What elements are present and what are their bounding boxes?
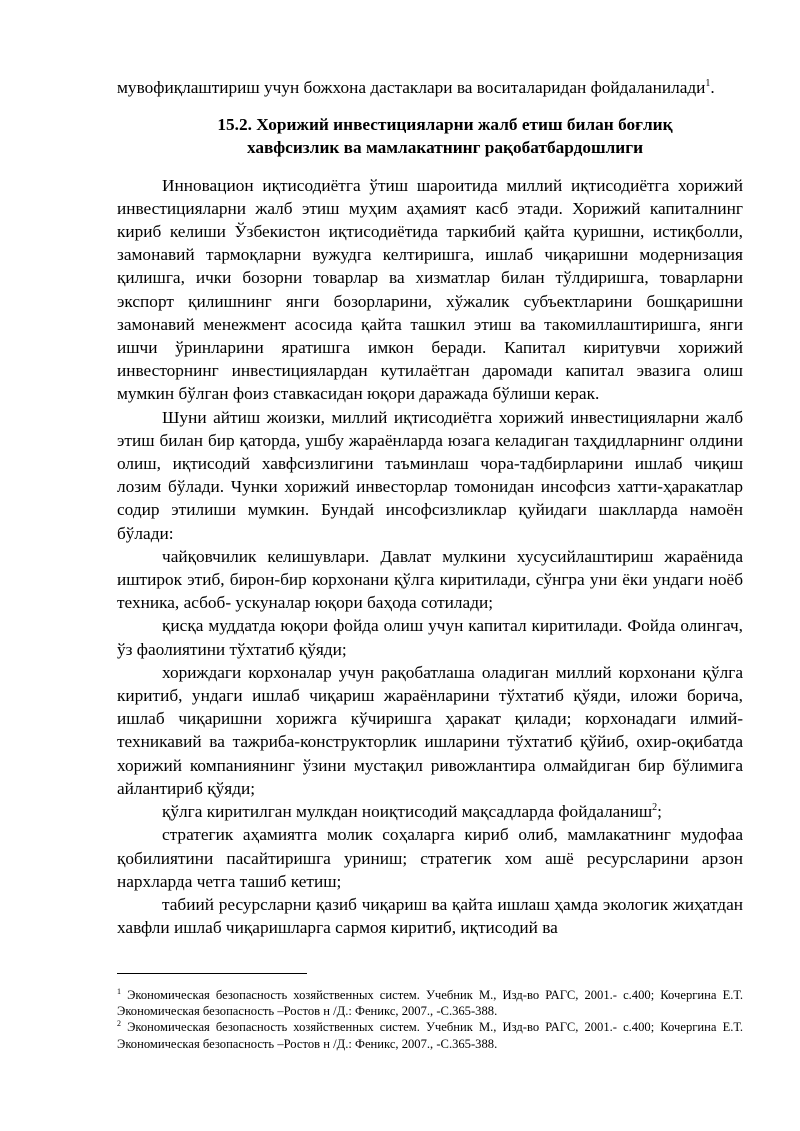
section-heading xyxy=(117,113,743,159)
list-item-speculation: чайқовчилик келишувлари. Давлат мулкини хусусийлаштириш жараёнида иштирок этиб, бирон-бир корхонани қўлга киритилади, сўнгра уни ёки ундаги ноёб техника, асбоб- ускуналар юқори баҳода сотилади; xyxy=(117,546,743,613)
list-item-non-economic-use: қўлга киритилган мулкдан ноиқтисодий мақсадларда фойдаланиш$^2$; xyxy=(162,802,662,822)
list-item-competitor-takeover: хориждаги корхоналар учун рақобатлаша оладиган миллий корхонани қўлга киритиб, ундаги ишлаб чиқариш жараёнларини тўхтатиб қўяди, иложи борича, ишлаб чиқаришни хорижга кўчиришга ҳаракат қилади; корхонадаги илмий-техникавий ва тажриба-конструкторлик ишларини тўхтатиб қўйиб, охир-оқибатда хорижий компаниянинг ўзини мустақил ривожлантира олмайдиган бир бўлимига айлантириб қўяди; xyxy=(117,662,743,798)
footnote-ref-2[interactable]: 2 xyxy=(652,802,658,814)
section-heading-line-1: 15.2. Хорижий инвестицияларни жалб етиш билан боғлиқ xyxy=(217,115,673,135)
paragraph-2: Шуни айтиш жоизки, миллий иқтисодиётга хорижий инвестицияларни жалб этиш билан бир қаторда, ушбу жараёнларда юзага келадиган таҳдидларнинг олдини олиш, иқтисодий хавфсизлигини таъминлаш чора-тадбирларини ишлаб чиқиш лозим бўлади. Чунки хорижий инвесторлар томонидан инсофсиз хатти-ҳаракатлар содир этилиши мумкин. Бундай инсофсизликлар қуйидаги шаклларда намоён бўлади: xyxy=(117,407,743,543)
body-text xyxy=(117,76,743,939)
footnote-2: $^2$ Экономическая безопасность хозяйственных систем. Учебник М., Изд-во РАГС, 2001.- с.400; Кочергина Е.Т. Экономическая безопасность –Ростов н /Д.: Феникс, 2007., -С.365-388. xyxy=(117,1019,743,1051)
footnote-marker: 1 xyxy=(117,986,121,996)
list-item-natural-resources: табиий ресурсларни қазиб чиқариш ва қайта ишлаш ҳамда экологик жиҳатдан хавфли ишлаб чиқаришларга сармоя киритиб, иқтисодий ва xyxy=(117,894,743,938)
footnote-1: $^1$ Экономическая безопасность хозяйственных систем. Учебник М., Изд-во РАГС, 2001.- с.400; Кочергина Е.Т. Экономическая безопасность –Ростов н /Д.: Феникс, 2007., -С.365-388. xyxy=(117,986,743,1019)
paragraph-1: Инновацион иқтисодиётга ўтиш шароитида миллий иқтисодиётга хорижий инвестицияларни жалб этиш муҳим аҳамият касб этади. Хорижий капиталнинг кириб келиши Ўзбекистон иқтисодиётида таркибий қайта қуришни, истиқболли, замонавий тармоқларни вужудга келтиришга, ишлаб чиқаришни модернизация қилишга, ички бозорни товарлар ва хизматлар билан тўлдиришга, товарларни экспорт қилишнинг янги бозорларини, хўжалик субъектларини бошқаришни замонавий менежмент асосида қайта ташкил этиш ва такомиллаштиришга, янги ишчи ўринларини яратишга имкон беради. Капитал киритувчи хорижий инвесторнинг инвестициялардан кутилаётган даромади капитал эвазига олиш мумкин бўлган фоиз ставкасидан юқори даражада бўлиши керак. xyxy=(117,175,743,404)
paragraph-continuation: мувофиқлаштириш учун божхона дастаклари ва воситаларидан фойдаланилади$^1$. xyxy=(117,78,715,97)
footnote-separator xyxy=(117,973,307,974)
footnote-ref-1[interactable]: 1 xyxy=(705,78,711,90)
footnotes xyxy=(117,987,743,1052)
section-heading-line-2: хавфсизлик ва мамлакатнинг рақобатбардошлиги xyxy=(246,138,644,158)
footnote-marker: 2 xyxy=(117,1019,121,1029)
list-item-short-term-profit: қисқа муддатда юқори фойда олиш учун капитал киритилади. Фойда олингач, ўз фаолиятини тўхтатиб қўяди; xyxy=(117,616,743,659)
list-item-strategic-sectors: стратегик аҳамиятга молик соҳаларга кириб олиб, мамлакатнинг мудофаа қобилиятини пасайтиришга уриниш; стратегик хом ашё ресурсларини арзон нархларда четга ташиб кетиш; xyxy=(117,825,743,891)
